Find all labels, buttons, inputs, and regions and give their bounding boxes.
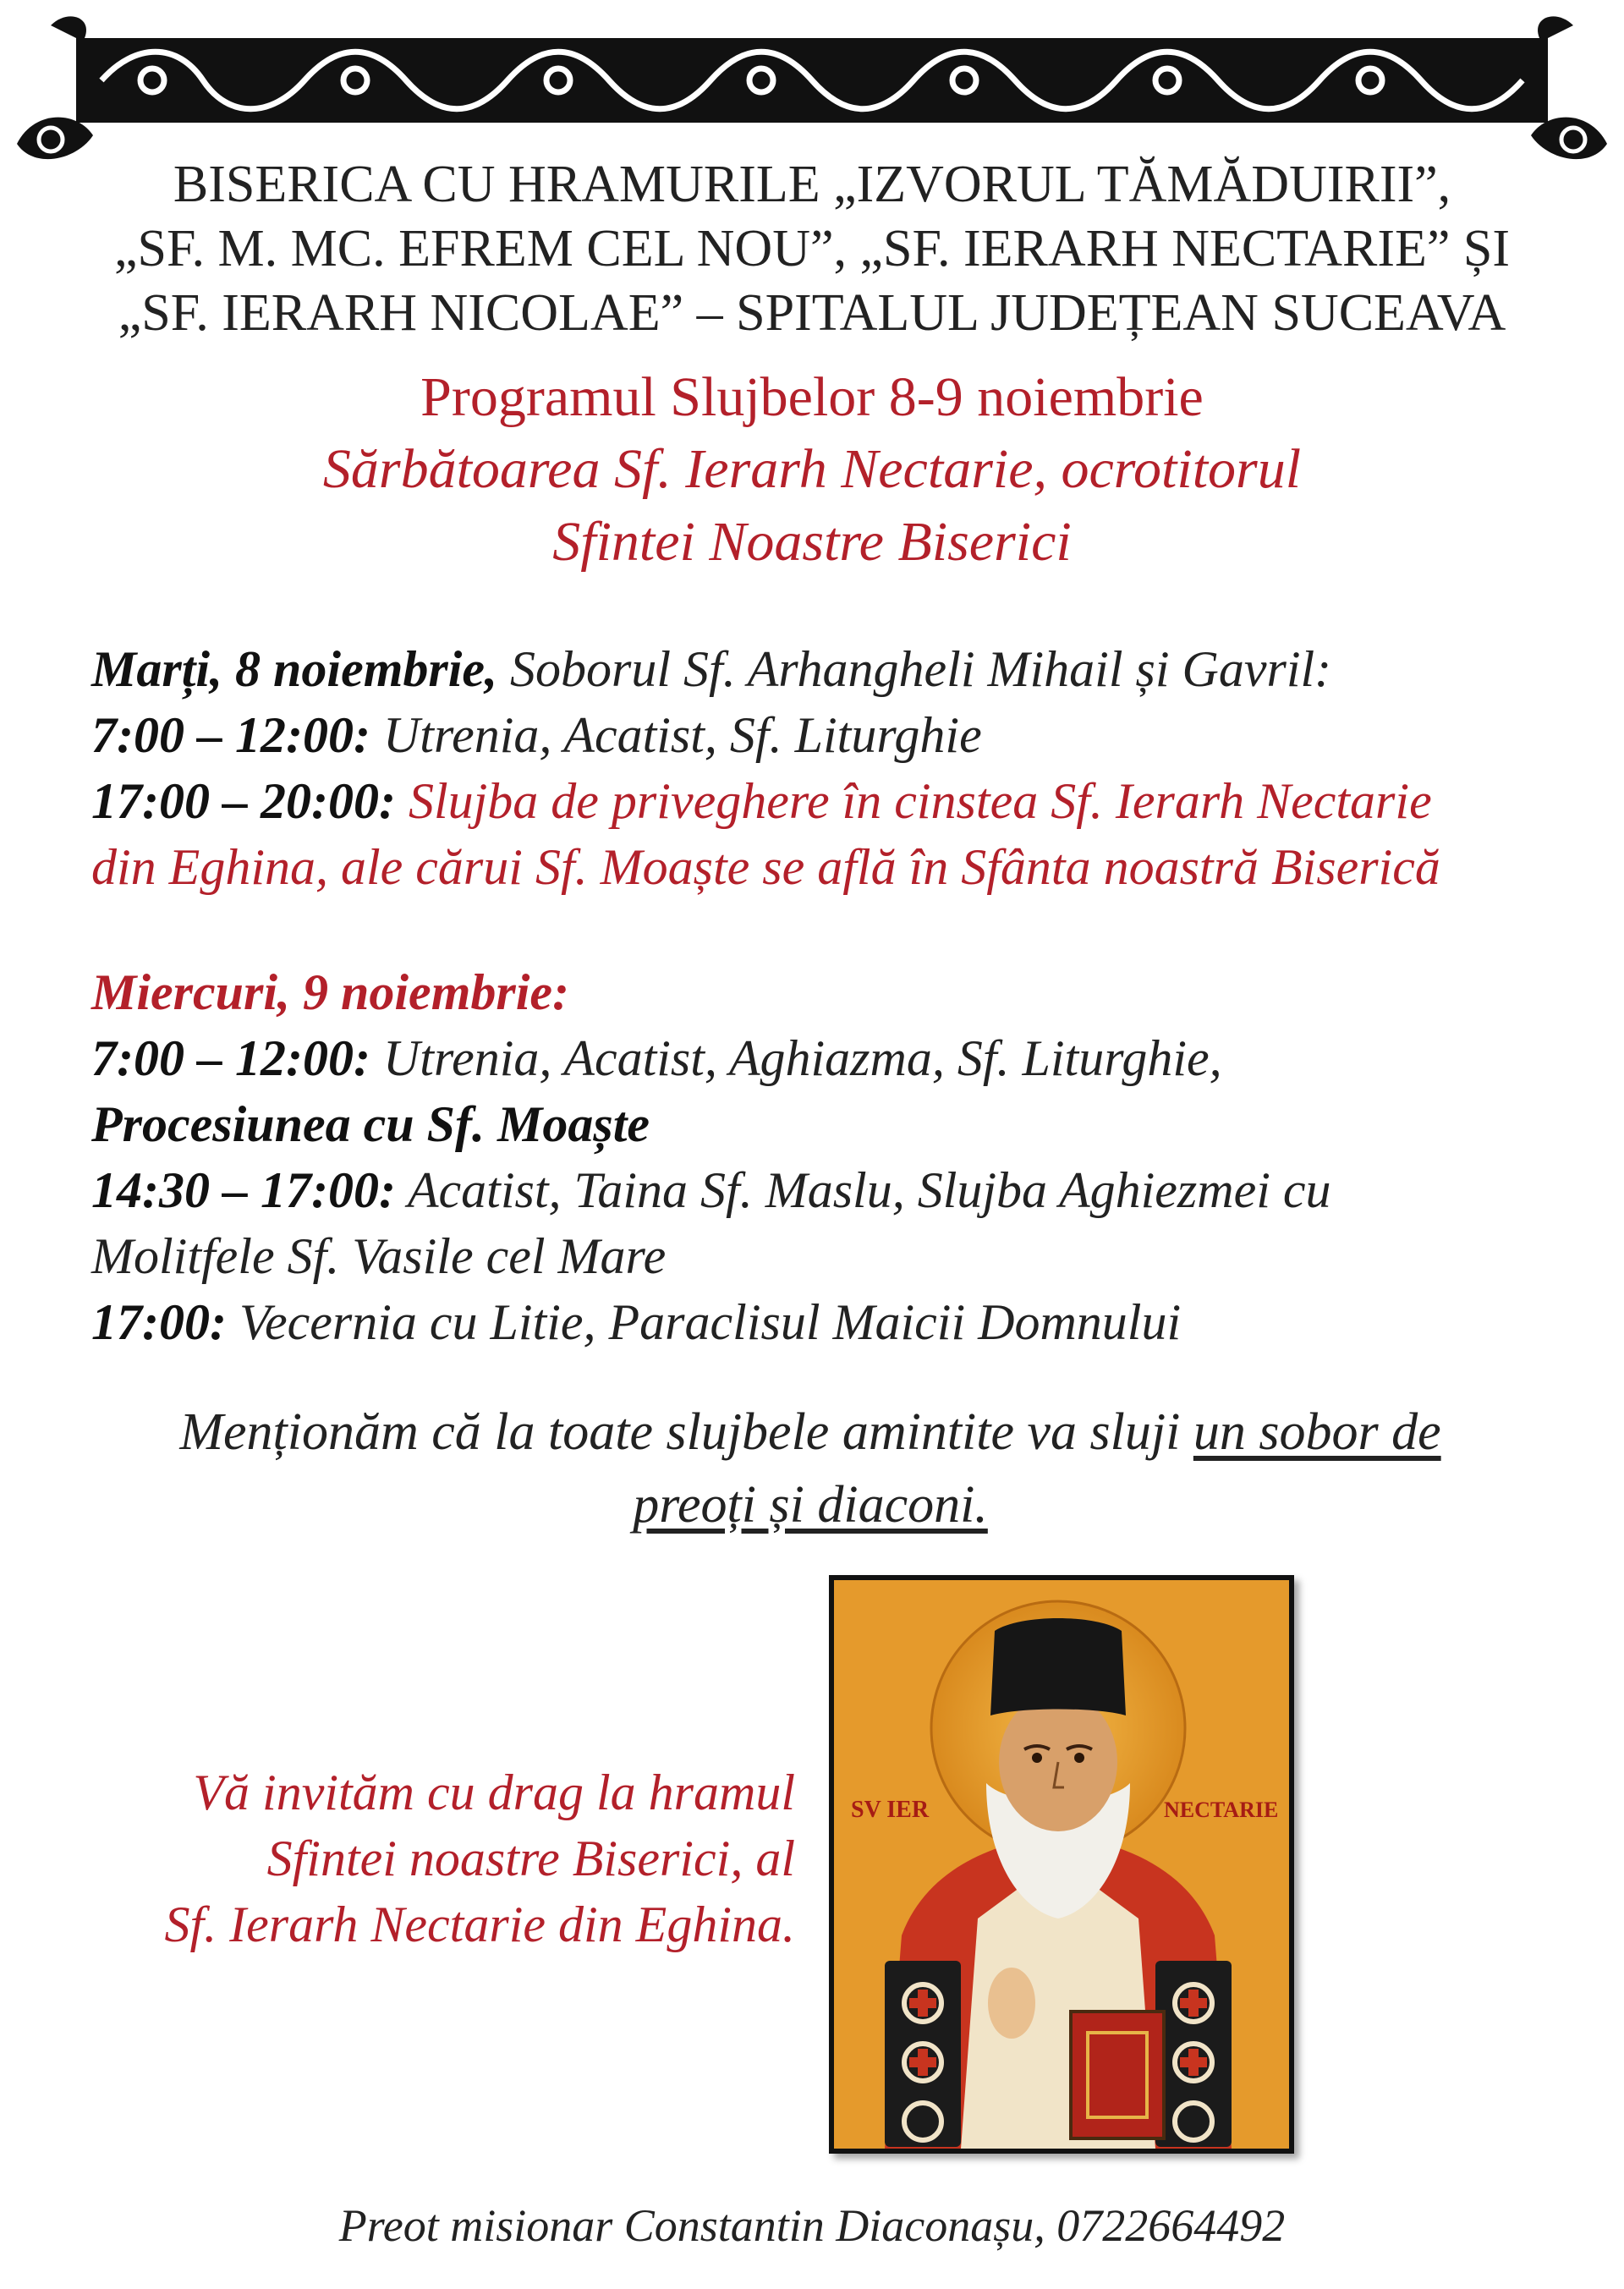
wednesday-slot-2-cont: Molitfele Sf. Vasile cel Mare (91, 1228, 667, 1284)
wednesday-slot-2 (91, 1157, 1546, 1223)
slot-text: Acatist, Taina Sf. Maslu, Slujba Aghiezmei cu (395, 1162, 1331, 1218)
church-header (0, 152, 1624, 345)
wednesday-day: Miercuri, 9 noiembrie: (91, 964, 569, 1020)
feast-invitation (85, 1759, 795, 1957)
header-line-2: „SF. M. MC. EFREM CEL NOU”, „SF. IERARH NECTARIE” ȘI (114, 220, 1510, 277)
priest-contact: Preot misionar Constantin Diaconașu, 0722664492 (338, 2200, 1286, 2251)
feast-subtitle (0, 433, 1624, 579)
wednesday-slot-1 (91, 1025, 1546, 1091)
header-line-1: BISERICA CU HRAMURILE „IZVORUL TĂMĂDUIRII”, (173, 156, 1451, 213)
invite-line-2: Sfintei noastre Biserici, al (266, 1831, 795, 1886)
wednesday-procession: Procesiunea cu Sf. Moaște (91, 1096, 650, 1152)
slot-text: Vecernia cu Litie, Paraclisul Maicii Domnului (226, 1294, 1182, 1350)
header-line-3: „SF. IERARH NICOLAE” – SPITALUL JUDEȚEAN SUCEAVA (118, 284, 1506, 342)
subtitle-line-2: Sfintei Noastre Biserici (552, 511, 1072, 573)
tuesday-heading (91, 636, 1546, 702)
slot-text: Slujba de priveghere în cinstea Sf. Ierarh Nectarie (395, 773, 1432, 829)
slot-text: Utrenia, Acatist, Sf. Liturghie (370, 707, 982, 763)
program-title: Programul Slujbelor 8-9 noiembrie (420, 366, 1204, 428)
tuesday-slot-2 (91, 768, 1546, 834)
slot-time: 17:00 – 20:00: (91, 773, 396, 829)
tuesday-day: Marți, 8 noiembrie, (91, 641, 498, 697)
subtitle-line-1: Sărbătoarea Sf. Ierarh Nectarie, ocrotitorul (322, 438, 1302, 500)
slot-time: 17:00: (91, 1294, 227, 1350)
note-text: Menționăm că la toate slujbele amintite va sluji (179, 1403, 1193, 1461)
note-underlined-a: un sobor de (1193, 1403, 1441, 1461)
schedule (91, 636, 1546, 1355)
clergy-note (91, 1396, 1529, 1541)
saint-nectarios-icon (829, 1575, 1294, 2154)
invite-line-3: Sf. Ierarh Nectarie din Eghina. (164, 1897, 795, 1952)
slot-time: 14:30 – 17:00: (91, 1162, 396, 1218)
ornamental-header-border (0, 0, 1624, 169)
slot-time: 7:00 – 12:00: (91, 707, 370, 763)
tuesday-slot-2-cont: din Eghina, ale cărui Sf. Moaște se află în Sfânta noastră Biserică (91, 839, 1440, 895)
icon-inscription-right: NECTARIE (1164, 1798, 1279, 1822)
icon-inscription-left: SV IER (851, 1797, 930, 1823)
invite-line-1: Vă invităm cu drag la hramul (193, 1765, 795, 1820)
slot-time: 7:00 – 12:00: (91, 1030, 370, 1086)
wednesday-slot-3 (91, 1289, 1546, 1355)
icon-painting (834, 1580, 1289, 2149)
slot-text: Utrenia, Acatist, Aghiazma, Sf. Liturghie, (370, 1030, 1222, 1086)
note-underlined-b: preoți și diaconi. (633, 1476, 988, 1534)
tuesday-slot-1 (91, 702, 1546, 768)
tuesday-occasion: Soborul Sf. Arhangheli Mihail și Gavril: (497, 641, 1332, 697)
